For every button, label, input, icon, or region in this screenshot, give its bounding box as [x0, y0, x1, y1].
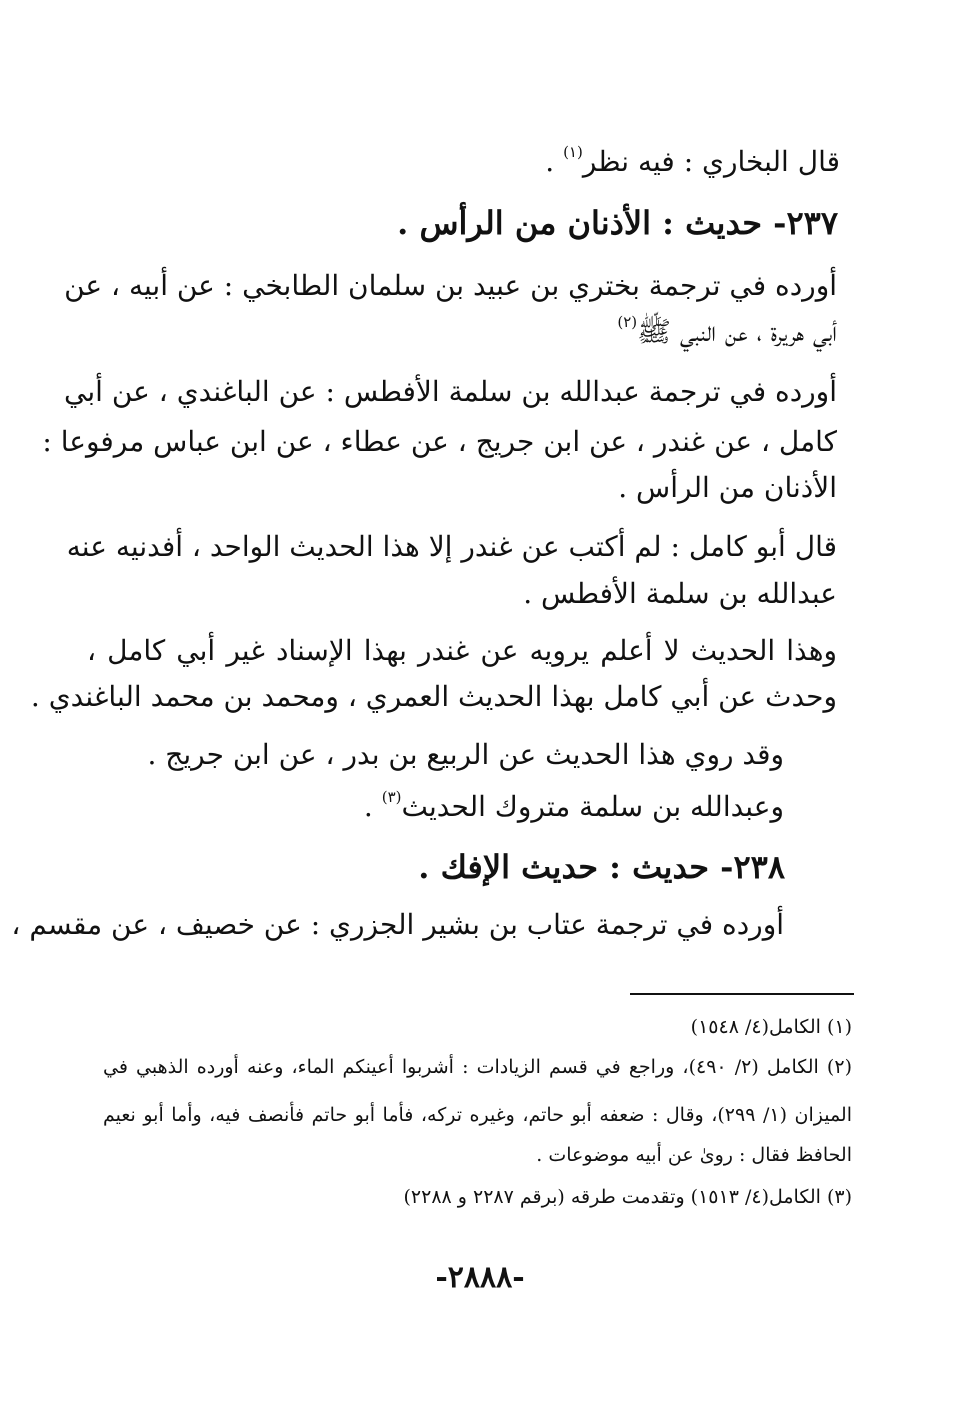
p2-line-3: الأذنان من الرأس . — [618, 471, 837, 504]
page-number: -٢٨٨٨- — [435, 1260, 525, 1295]
p4-line-2: وحدث عن أبي كامل بهذا الحديث العمري ، ومحمد بن محمد الباغندي . — [30, 680, 837, 713]
p5-line-1: وقد روي هذا الحديث عن الربيع بن بدر ، عن ابن جريج . — [147, 738, 784, 771]
footnote-ref-3: (٣) — [381, 787, 402, 806]
p6-line-1 — [364, 787, 784, 827]
body-text: . — [545, 145, 564, 178]
footnote-ref-2: (٢) — [617, 312, 638, 331]
footnote-3: (٣) الكامل(٤/ ١٥١٣) وتقدمت طرقه (برقم ٢٢٨٧ و ٢٢٨٨) — [403, 1186, 852, 1208]
body-text: . — [363, 790, 382, 823]
footnote-2-line-1: (٢) الكامل (٢/ ٤٩٠)، وراجع في قسم الزيادات : أشربوا أعينكم الماء، وعنه أورده الذهبي في — [103, 1056, 852, 1078]
footnote-ref-1: (١) — [563, 142, 583, 161]
body-line-1 — [545, 142, 840, 182]
hadith-237-heading: ٢٣٧- حديث : الأذنان من الرأس . — [397, 204, 838, 242]
p2-line-1: أورده في ترجمة عبدالله بن سلمة الأفطس : عن الباغندي ، عن أبي — [64, 375, 837, 408]
body-text: وعبدالله بن سلمة متروك الحديث — [401, 790, 784, 823]
body-text: قال البخاري : فيه نظر — [582, 145, 840, 178]
footnote-2-line-2: الميزان (١/ ٢٩٩)، وقال : ضعفه أبو حاتم، وغيره تركه، فأما أبو حاتم فأنصف فيه، وأما أبو نعيم — [103, 1104, 852, 1126]
p3-line-1: قال أبو كامل : لم أكتب عن غندر إلا هذا الحديث الواحد ، أفدنيه عنه — [66, 530, 837, 563]
p7-line-1: أورده في ترجمة عتاب بن بشير الجزري : عن خصيف ، عن مقسم ، — [11, 908, 784, 941]
p3-line-2: عبدالله بن سلمة الأفطس . — [523, 577, 837, 610]
footnote-2-line-3: الحافظ فقال : روىٰ عن أبيه موضوعات . — [536, 1144, 852, 1166]
p1-line-2 — [617, 312, 837, 352]
hadith-238-heading: ٢٣٨- حديث : حديث الإفك . — [418, 848, 785, 886]
p1-line-1: أورده في ترجمة بختري بن عبيد بن سلمان الطابخي : عن أبيه ، عن — [64, 269, 837, 302]
footnote-separator — [630, 993, 854, 995]
body-text: أبي هريرة ، عن النبي ﷺ — [637, 315, 837, 348]
p2-line-2: كامل ، عن غندر ، عن ابن جريج ، عن عطاء ، عن ابن عباس مرفوعا : — [42, 425, 837, 458]
p4-line-1: وهذا الحديث لا أعلم يرويه عن غندر بهذا الإسناد غير أبي كامل ، — [87, 634, 837, 667]
footnote-1: (١) الكامل(٤/ ١٥٤٨) — [690, 1016, 852, 1038]
